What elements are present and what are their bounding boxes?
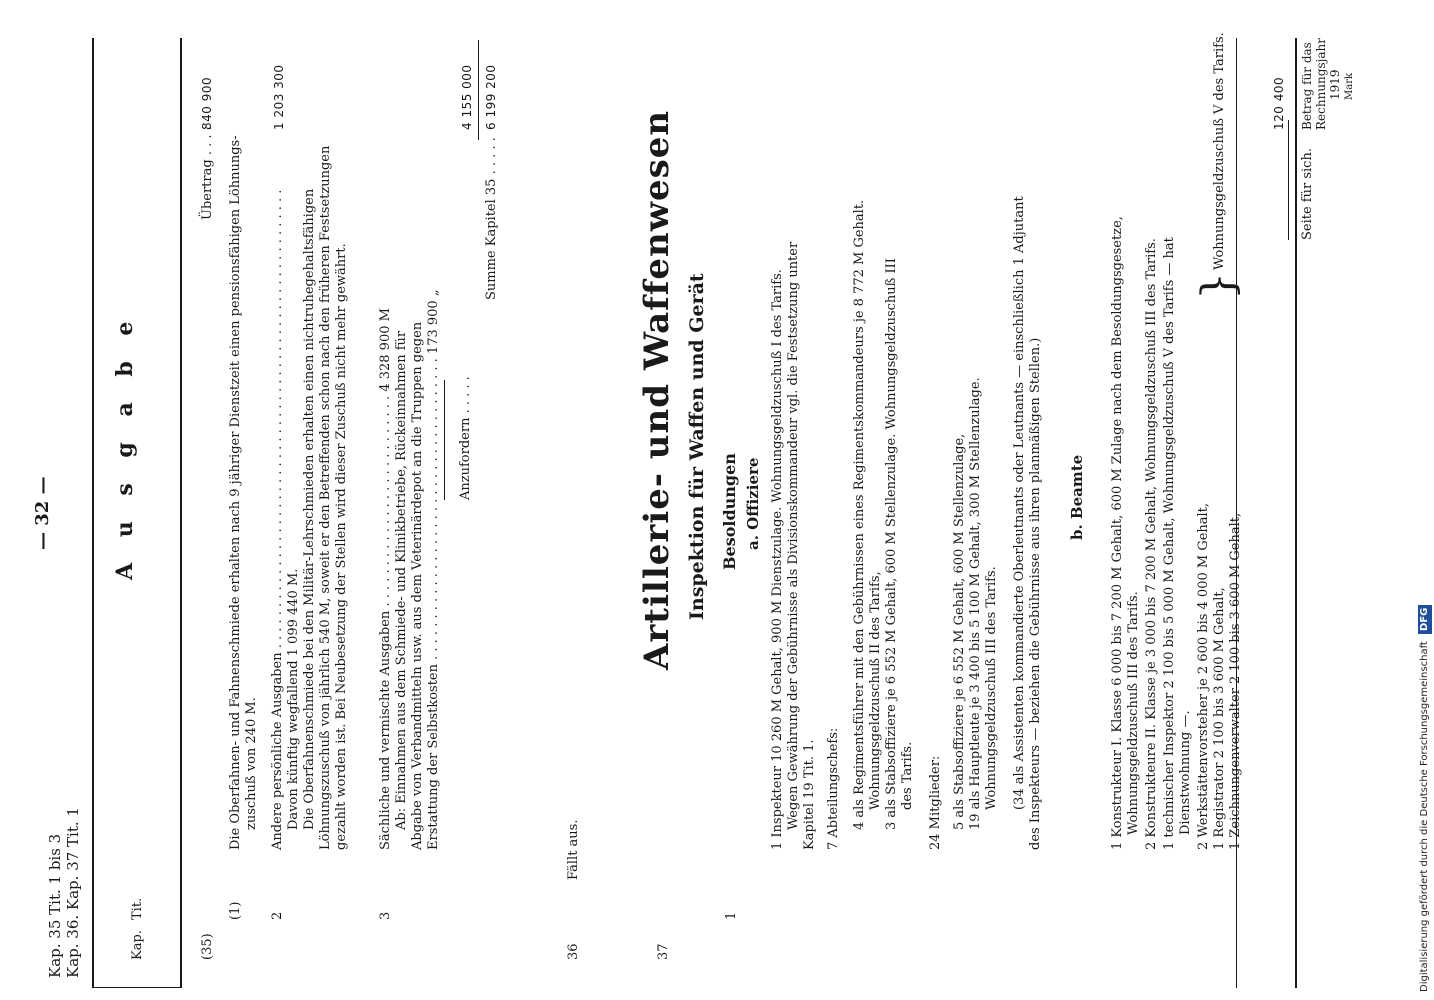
header-rule-kap-tit (92, 987, 182, 988)
kap35-number: (35) (200, 933, 215, 960)
kap35-uebertrag-amount: 840 900 (200, 76, 214, 130)
kap37-b3a: 1 technischer Inspektor 2 100 bis 5 000 M Gehalt, Wohnungsgeldzuschuß V des Tarifs — hat (1162, 237, 1177, 850)
kap35-text2b: Davon künftig wegfallend 1 099 440 M. (286, 568, 301, 830)
kap35-summe: Summe Kapitel 35 . . . . . (484, 137, 499, 300)
kap35-text3a: Sächliche und vermischte Ausgaben . . . . . . . . . . . . . . . . . . . . . . . . . . 4 328 900 M (378, 308, 393, 850)
kap37-b1b: Wohnungsgeldzuschuß III des Tarifs. (1126, 591, 1141, 835)
kap35-anzufordern-amount: 4 155 000 (460, 64, 474, 130)
kap37-o7b: Wohnungsgeldzuschuß III des Tarifs. (984, 566, 999, 810)
digitization-sidebar (1417, 8, 1433, 992)
kap37-amount: 120 400 (1272, 76, 1286, 130)
kap37-offiziere: a. Offiziere (744, 457, 762, 550)
kap37-o3b: Wohnungsgeldzuschuß II des Tarifs, (868, 571, 883, 810)
page-number: — 32 — (32, 476, 53, 550)
kap36-number: 36 (566, 943, 581, 960)
kap37-o2: 7 Abteilungschefs: (826, 727, 841, 850)
kap37-brace: } (1193, 272, 1244, 300)
kap37-brace-text: Wohnungsgeldzuschuß V des Tarifs. (1212, 32, 1227, 270)
kap35-amount2: 1 203 300 (272, 64, 286, 130)
col-tit-header: Tit. (130, 897, 145, 920)
kap35-text2e: gezahlt worden ist. Bei Neubesetzung der Stellen wird dieser Zuschuß nicht mehr gewährt. (334, 243, 349, 850)
running-head-2: Kap. 36. Kap. 37 Tit. 1 (64, 807, 82, 978)
kap37-besoldungen: Besoldungen (720, 453, 739, 570)
col-betrag-unit: Mark (1344, 72, 1355, 100)
kap35-total-rule (478, 40, 479, 140)
kap35-text2d: Löhnungszuschuß von jährlich 540 M, soweit er den Betreffenden schon nach den früheren Festsetzungen (318, 145, 333, 850)
col-kap-header: Kap. (130, 930, 145, 960)
kap37-tit1: 1 (724, 911, 739, 920)
kap37-b4: 2 Werkstättenvorsteher je 2 600 bis 4 000 M Gehalt, (1196, 502, 1211, 850)
kap37-b5: 1 Registrator 2 100 bis 3 600 M Gehalt, (1212, 587, 1227, 850)
kap35-uebertrag: Übertrag . . . . (200, 126, 215, 220)
kap35-tit2: 2 (270, 911, 285, 920)
kap37-o1a: 1 Inspekteur 10 260 M Gehalt, 900 M Dienstzulage. Wohnungsgeldzuschuß I des Tarifs. (770, 269, 785, 850)
header-rule-top (92, 38, 94, 988)
col-betrag-2: Rechnungsjahr (1314, 38, 1328, 130)
kap37-o1b: Wegen Gewährung der Gebührnisse als Divisionskommandeur vgl. die Festsetzung unter (786, 241, 801, 830)
kap36-text: Fällt aus. (566, 819, 581, 880)
kap37-o4a: 3 als Stabsoffiziere je 6 552 M Gehalt, 600 M Stellenzulage. Wohnungsgeldzuschuß III (884, 258, 899, 830)
kap35-text1b: zuschuß von 240 M. (244, 697, 259, 830)
kap37-seite-rule (1288, 120, 1289, 240)
kap37-o4b: des Tarifs. (900, 741, 915, 810)
kap37-b3b: Dienstwohnung —. (1178, 710, 1193, 835)
kap37-o6: 5 als Stabsoffiziere je 6 552 M Gehalt, 600 M Stellenzulage, (952, 433, 967, 830)
kap35-text3d: Erstattung der Selbstkosten . . . . . . . . . . . . . . . . . . . . . . . . . . . . . . . . . . . . . 173 900 „ (426, 289, 441, 850)
kap35-text2c: Die Oberfahnenschmiede bei den Militär-Lehrschmieden erhalten einen nichtruhegehaltsfähigen (302, 188, 317, 830)
kap37-o3a: 4 als Regimentsführer mit den Gebührnissen eines Regimentskommandeurs je 8 772 M Gehalt. (852, 199, 867, 830)
running-head-1: Kap. 35 Tit. 1 bis 3 (46, 833, 64, 978)
kap37-b2: 2 Konstrukteure II. Klasse je 3 000 bis 7 200 M Gehalt, Wohnungsgeldzuschuß III des Tarifs. (1144, 238, 1159, 850)
kap37-o8a: (34 als Assistenten kommandierte Oberleutnants oder Leutnants — einschließlich 1 Adjutant (1012, 196, 1027, 810)
kap37-beamte: b. Beamte (1068, 454, 1086, 540)
col-betrag-3: 1919 (1328, 69, 1342, 100)
kap35-text2a: Andere persönliche Ausgaben . . . . . . . . . . . . . . . . . . . . . . . . . . . . . . . . . . . . . . . . . . . . . . . . . . . . . . . . (270, 189, 285, 850)
col-betrag-1: Betrag für das (1300, 42, 1314, 130)
kap37-heading: Artillerie- und Waffenwesen (637, 109, 677, 670)
kap37-subheading: Inspektion für Waffen und Gerät (686, 273, 708, 620)
kap37-o8b: des Inspekteurs — beziehen die Gebührnisse aus ihren planmäßigen Stellen.) (1028, 337, 1043, 850)
kap35-tit1: (1) (228, 901, 243, 920)
kap35-anzufordern: Anzufordern . . . . . (458, 376, 473, 500)
column-rule-right (1295, 38, 1297, 988)
kap35-tit3: 3 (378, 911, 393, 920)
section-title: A u s g a b e (112, 312, 138, 580)
kap35-summe-amount: 6 199 200 (484, 64, 498, 130)
header-rule-bottom (180, 38, 182, 988)
kap37-b6: 1 Zeichnungenverwalter 2 100 bis 3 600 M Gehalt, (1228, 512, 1243, 850)
digitization-credit: Digitalisierung gefördert durch die Deutsche Forschungsgemeinschaft (1419, 641, 1430, 992)
kap35-sum-rule (444, 380, 445, 500)
kap35-text3c: Abgabe von Verbandmitteln usw. aus dem Veterinärdepot an die Truppen gegen (410, 321, 425, 850)
kap37-seite: Seite für sich. (1300, 148, 1315, 240)
kap37-number: 37 (656, 943, 671, 960)
kap37-o7a: 19 als Hauptleute je 3 400 bis 5 100 M Gehalt, 300 M Stellenzulage. (968, 377, 983, 830)
kap37-b1a: 1 Konstrukteur I. Klasse 6 000 bis 7 200 M Gehalt, 600 M Zulage nach dem Besoldungsgesetze, (1110, 216, 1125, 850)
kap35-text3b: Ab: Einnahmen aus dem Schmiede- und Klinikbetriebe, Rückeinnahmen für (394, 330, 409, 830)
kap37-o1c: Kapitel 19 Tit. 1. (802, 739, 817, 850)
dfg-logo: DFG (1418, 605, 1432, 634)
kap37-o5: 24 Mitglieder: (928, 755, 943, 850)
kap35-text1a: Die Oberfahnen- und Fahnenschmiede erhalten nach 9 jähriger Dienstzeit einen pensionsfähigen Löhnungs- (228, 135, 243, 850)
